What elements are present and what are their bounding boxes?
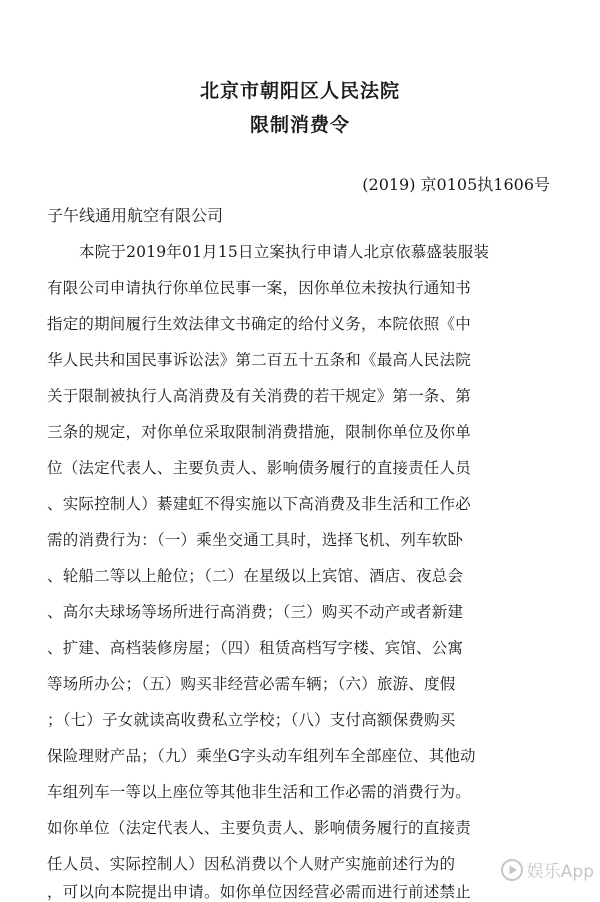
watermark-text: 娱乐App <box>526 862 594 882</box>
body-line: 本院于2019年01月15日立案执行申请人北京依慕盛装服装 <box>79 243 490 261</box>
body-line: ；（七）子女就读高收费私立学校；（八）支付高额保费购买 <box>47 711 456 729</box>
body-line: 车组列车一等以上座位等其他非生活和工作必需的消费行为。 <box>47 783 471 801</box>
case-number: (2019) 京0105执1606号 <box>362 175 550 194</box>
body-line: 、高尔夫球场等场所进行高消费；（三）购买不动产或者新建 <box>47 603 464 621</box>
body-line: 、扩建、高档装修房屋；（四）租赁高档写字楼、宾馆、公寓 <box>47 639 464 657</box>
body-line: 有限公司申请执行你单位民事一案，因你单位未按执行通知书 <box>47 279 471 297</box>
body-line: 需的消费行为：（一）乘坐交通工具时，选择飞机、列车软卧 <box>47 531 464 549</box>
order-title: 限制消费令 <box>249 114 350 136</box>
body-line: 位（法定代表人、主要负责人、影响债务履行的直接责任人员 <box>47 459 471 477</box>
body-line: 保险理财产品；（九）乘坐G字头动车组列车全部座位、其他动 <box>47 747 476 765</box>
body-line: 关于限制被执行人高消费及有关消费的若干规定》第一条、第 <box>47 387 471 405</box>
body-line: 、实际控制人）綦建虹不得实施以下高消费及非生活和工作必 <box>47 495 471 513</box>
body-line: ，可以向本院提出申请。如你单位因经营必需而进行前述禁止 <box>47 883 471 901</box>
body-line: 、轮船二等以上舱位；（二）在星级以上宾馆、酒店、夜总会 <box>47 567 464 585</box>
body-line: 等场所办公；（五）购买非经营必需车辆；（六）旅游、度假 <box>47 675 456 693</box>
body-line: 指定的期间履行生效法律文书确定的给付义务，本院依照《中 <box>47 315 471 333</box>
court-name: 北京市朝阳区人民法院 <box>199 80 400 102</box>
body-line: 三条的规定，对你单位采取限制消费措施，限制你单位及你单 <box>47 423 471 441</box>
body-line: 任人员、实际控制人）因私消费以个人财产实施前述行为的 <box>47 855 456 873</box>
body-line: 华人民共和国民事诉讼法》第二百五十五条和《最高人民法院 <box>47 351 471 369</box>
addressee: 子午线通用航空有限公司 <box>47 206 224 225</box>
body-line: 如你单位（法定代表人、主要负责人、影响债务履行的直接责 <box>47 819 471 837</box>
